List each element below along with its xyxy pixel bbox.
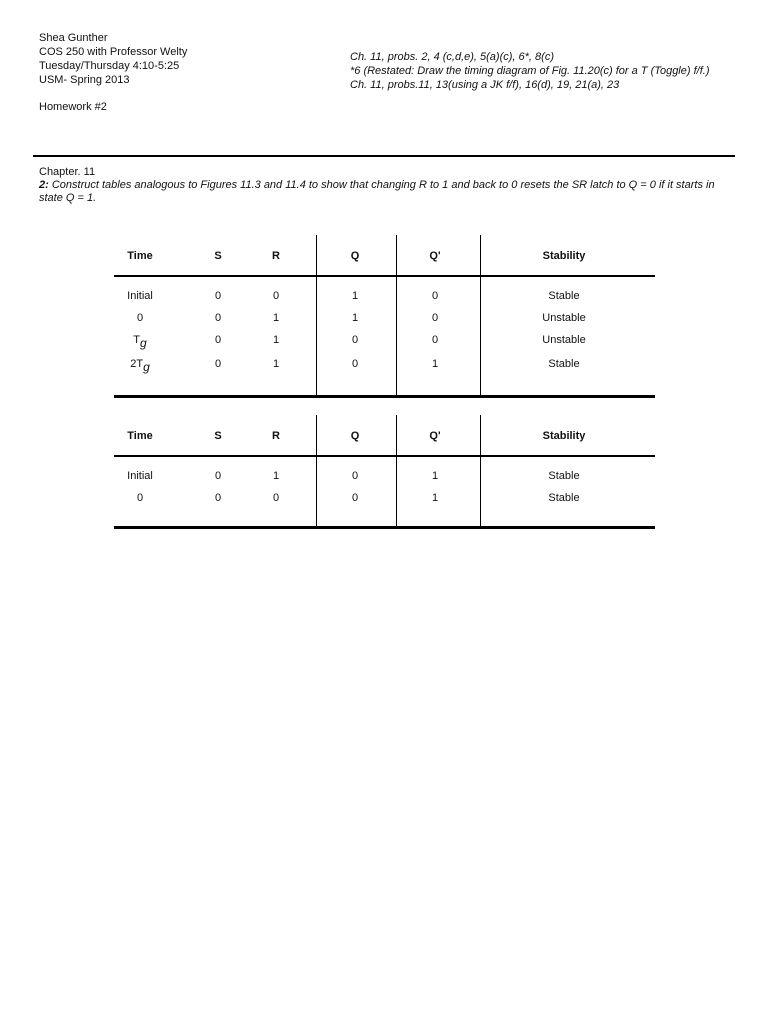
cell-q-prime: 0: [431, 312, 439, 324]
problem-number: 2:: [39, 179, 49, 191]
assignment-list: [350, 50, 709, 92]
time-value: T: [133, 334, 141, 346]
cell-stability: Stable: [548, 290, 580, 302]
header-s: S: [214, 430, 222, 442]
cell-time: [130, 358, 150, 374]
cell-q-prime: 0: [431, 334, 439, 346]
time-value: Initial: [127, 290, 153, 302]
column-divider: [396, 457, 397, 526]
term-line: USM- Spring 2013: [39, 74, 130, 86]
header-q: Q: [350, 430, 360, 442]
cell-q: 1: [351, 290, 359, 302]
cell-r: 1: [272, 470, 280, 482]
column-divider: [396, 235, 397, 275]
cell-s: 0: [214, 290, 222, 302]
header-divider: [33, 155, 735, 157]
cell-q: 0: [351, 470, 359, 482]
column-divider: [480, 415, 481, 455]
cell-stability: Unstable: [542, 334, 586, 346]
table-header: [114, 415, 655, 457]
cell-q-prime: 1: [431, 492, 439, 504]
header-time: Time: [127, 430, 153, 442]
problem-text: Construct tables analogous to Figures 11.3 and 11.4 to show that changing R to 1 and back to 0 resets the SR latch to Q = 0 if it starts in state Q = 1.: [39, 179, 715, 204]
cell-r: 0: [272, 290, 280, 302]
cell-r: 1: [272, 358, 280, 370]
column-divider: [396, 277, 397, 395]
author-name: Shea Gunther: [39, 32, 108, 44]
cell-time: [127, 470, 153, 482]
cell-time: [133, 334, 146, 350]
cell-s: 0: [214, 492, 222, 504]
time-subscript: g: [140, 336, 147, 350]
table-body: [114, 277, 655, 398]
table-header: [114, 235, 655, 277]
cell-q: 0: [351, 358, 359, 370]
header-stability: Stability: [542, 250, 586, 262]
column-divider: [480, 457, 481, 526]
cell-q: 0: [351, 492, 359, 504]
header-stability: Stability: [542, 430, 586, 442]
cell-s: 0: [214, 312, 222, 324]
cell-q-prime: 1: [431, 470, 439, 482]
header-r: R: [272, 250, 280, 262]
cell-time: [137, 312, 143, 324]
homework-title: Homework #2: [39, 101, 107, 113]
column-divider: [316, 457, 317, 526]
time-value: 2T: [130, 358, 144, 370]
header-r: R: [272, 430, 280, 442]
cell-q-prime: 1: [431, 358, 439, 370]
author-block: [39, 31, 187, 87]
cell-stability: Stable: [548, 492, 580, 504]
cell-q: 0: [351, 334, 359, 346]
table-body: [114, 457, 655, 529]
assignment-line-3: Ch. 11, probs.11, 13(using a JK f/f), 16(d), 19, 21(a), 23: [350, 79, 620, 91]
cell-stability: Stable: [548, 358, 580, 370]
cell-r: 0: [272, 492, 280, 504]
cell-stability: Unstable: [542, 312, 586, 324]
time-value: 0: [136, 312, 144, 324]
assignment-line-2: *6 (Restated: Draw the timing diagram of Fig. 11.20(c) for a T (Toggle) f/f.): [350, 65, 710, 77]
cell-time: [137, 492, 143, 504]
cell-r: 1: [272, 312, 280, 324]
column-divider: [480, 235, 481, 275]
cell-q-prime: 0: [431, 290, 439, 302]
cell-r: 1: [272, 334, 280, 346]
column-divider: [396, 415, 397, 455]
column-divider: [316, 277, 317, 395]
column-divider: [316, 235, 317, 275]
cell-time: [127, 290, 153, 302]
course-line: COS 250 with Professor Welty: [39, 46, 188, 58]
header-q-prime: Q': [429, 430, 441, 442]
header-s: S: [214, 250, 222, 262]
time-subscript: g: [143, 360, 150, 374]
chapter-heading: Chapter. 11: [39, 166, 96, 178]
cell-s: 0: [214, 334, 222, 346]
assignment-line-1: Ch. 11, probs. 2, 4 (c,d,e), 5(a)(c), 6*, 8(c): [350, 51, 554, 63]
truth-table-1: [114, 235, 655, 398]
truth-table-2: [114, 415, 655, 529]
header-time: Time: [127, 250, 153, 262]
column-divider: [480, 277, 481, 395]
time-value: 0: [136, 492, 144, 504]
schedule-line: Tuesday/Thursday 4:10-5:25: [39, 60, 180, 72]
header-q-prime: Q': [429, 250, 441, 262]
cell-stability: Stable: [548, 470, 580, 482]
problem-statement: [39, 179, 719, 205]
cell-q: 1: [351, 312, 359, 324]
header-q: Q: [350, 250, 360, 262]
cell-s: 0: [214, 358, 222, 370]
time-value: Initial: [127, 470, 153, 482]
column-divider: [316, 415, 317, 455]
cell-s: 0: [214, 470, 222, 482]
